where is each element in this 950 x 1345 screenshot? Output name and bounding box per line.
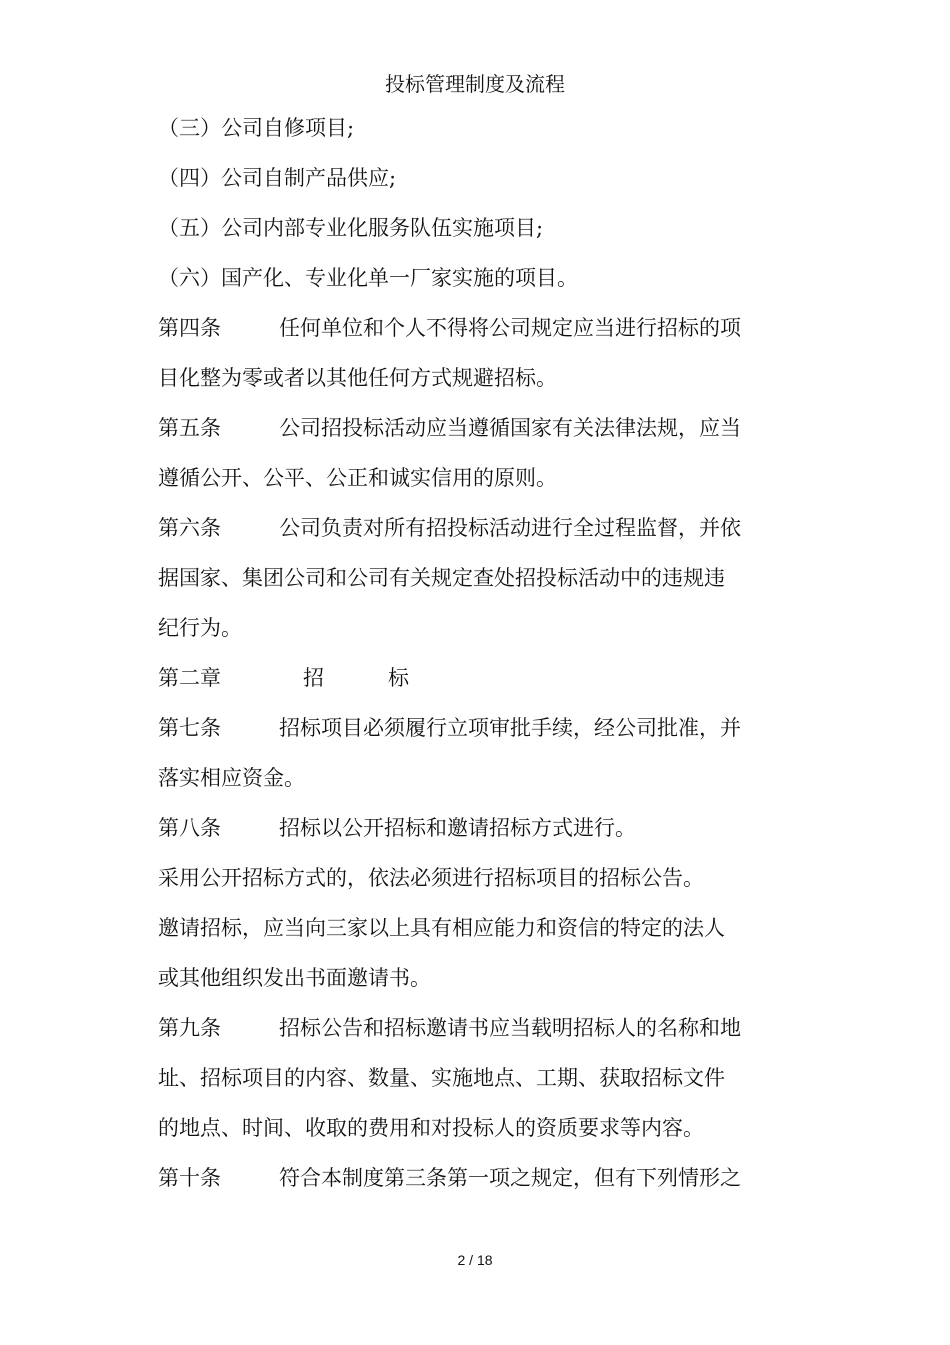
- article-8-paragraph: 邀请招标，应当向三家以上具有相应能力和资信的特定的法人: [158, 916, 725, 940]
- list-item-3: （三）公司自修项目;: [158, 116, 355, 140]
- article-text: 公司负责对所有招投标活动进行全过程监督，并依: [279, 516, 741, 540]
- article-6-continuation: 据国家、集团公司和公司有关规定查处招投标活动中的违规违: [158, 566, 725, 590]
- chapter-number: 第二章: [158, 666, 221, 690]
- article-label: 第十条: [158, 1166, 221, 1190]
- article-text: 任何单位和个人不得将公司规定应当进行招标的项: [279, 316, 741, 340]
- article-4-continuation: 目化整为零或者以其他任何方式规避招标。: [158, 366, 557, 390]
- list-item-4: （四）公司自制产品供应;: [158, 166, 397, 190]
- article-label: 第五条: [158, 416, 221, 440]
- article-8-continuation: 或其他组织发出书面邀请书。: [158, 966, 431, 990]
- article-5: [158, 413, 778, 443]
- chapter-heading: [158, 663, 778, 693]
- article-6: [158, 513, 778, 543]
- article-6-continuation: 纪行为。: [158, 616, 242, 640]
- article-10: [158, 1163, 778, 1193]
- article-label: 第九条: [158, 1016, 221, 1040]
- article-text: 公司招投标活动应当遵循国家有关法律法规，应当: [279, 416, 741, 440]
- article-9-continuation: 址、招标项目的内容、数量、实施地点、工期、获取招标文件: [158, 1066, 725, 1090]
- list-item-6: （六）国产化、专业化单一厂家实施的项目。: [158, 266, 578, 290]
- chapter-title-char: 标: [388, 666, 409, 690]
- article-label: 第七条: [158, 716, 221, 740]
- chapter-title-char: 招: [303, 666, 324, 690]
- article-label: 第四条: [158, 316, 221, 340]
- article-text: 符合本制度第三条第一项之规定，但有下列情形之: [279, 1166, 741, 1190]
- article-7: [158, 713, 778, 743]
- article-4: [158, 313, 778, 343]
- list-item-5: （五）公司内部专业化服务队伍实施项目;: [158, 216, 544, 240]
- document-header: 投标管理制度及流程: [385, 72, 565, 96]
- article-label: 第八条: [158, 816, 221, 840]
- article-7-continuation: 落实相应资金。: [158, 766, 305, 790]
- article-text: 招标公告和招标邀请书应当载明招标人的名称和地: [279, 1016, 741, 1040]
- article-9-continuation: 的地点、时间、收取的费用和对投标人的资质要求等内容。: [158, 1116, 704, 1140]
- article-text: 招标以公开招标和邀请招标方式进行。: [279, 816, 636, 840]
- article-label: 第六条: [158, 516, 221, 540]
- article-5-continuation: 遵循公开、公平、公正和诚实信用的原则。: [158, 466, 557, 490]
- page-number: 2 / 18: [457, 1252, 493, 1268]
- article-8-paragraph: 采用公开招标方式的，依法必须进行招标项目的招标公告。: [158, 866, 704, 890]
- article-9: [158, 1013, 778, 1043]
- article-8: [158, 813, 778, 843]
- article-text: 招标项目必须履行立项审批手续，经公司批准，并: [279, 716, 741, 740]
